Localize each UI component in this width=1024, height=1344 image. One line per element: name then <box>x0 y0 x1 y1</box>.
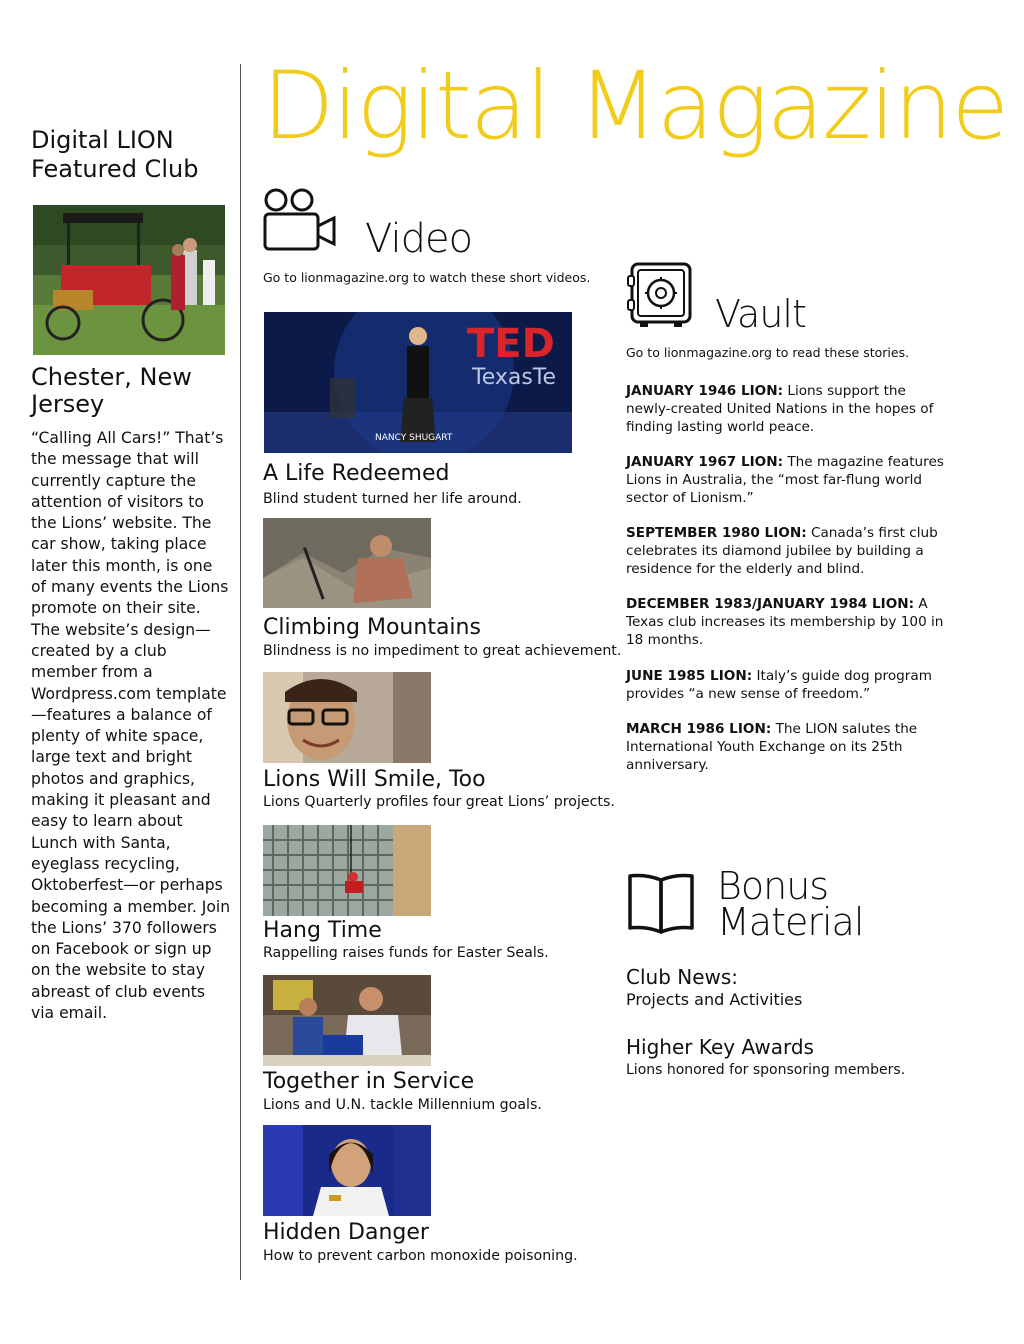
club-news-subtitle: Projects and Activities <box>626 990 803 1009</box>
vault-story[interactable] <box>626 720 946 774</box>
video-title[interactable]: Together in Service <box>263 1069 475 1094</box>
higher-key-awards-description: Lions honored for sponsoring members. <box>626 1062 906 1078</box>
story-text: Canada’s first club celebrates its diamond jubilee by building a residence for the elderly and blind. <box>626 525 938 577</box>
column-divider <box>240 64 241 1280</box>
featured-club-photo[interactable] <box>33 205 225 355</box>
sidebar-title: Digital LION Featured Club <box>31 126 199 183</box>
story-text: A Texas club increases its membership by 100 in 18 months. <box>626 596 944 648</box>
bonus-heading: Bonus Material <box>717 864 864 944</box>
story-date: MARCH 1986 LION: <box>626 721 772 737</box>
story-text: Lions support the newly-created United Nations in the hopes of finding lasting world peace. <box>626 383 934 435</box>
video-title[interactable]: A Life Redeemed <box>263 461 450 486</box>
vault-intro: Go to lionmagazine.org to read these stories. <box>626 345 910 360</box>
video-thumbnail[interactable] <box>263 1125 431 1216</box>
story-date: SEPTEMBER 1980 LION: <box>626 525 807 541</box>
video-description: Rappelling raises funds for Easter Seals. <box>263 945 549 961</box>
video-thumbnail[interactable] <box>264 312 572 453</box>
video-thumbnail[interactable] <box>263 518 431 608</box>
club-description: “Calling All Cars!” That’s the message that will currently capture the attention of visitors to the Lions’ website. The car show, taking place later this month, is one of many events the Lions promote on their site. The website’s design—created by a club member from a Wordpress.com template—features a balance of plenty of white space, large text and bright photos and graphics, making it pleasant and easy to learn about Lunch with Santa, eyeglass recycling, Oktoberfest—or perhaps becoming a member. Join the Lions’ 370 followers on Facebook or sign up on the website to stay abreast of club events via email. <box>31 429 231 1023</box>
video-description: Lions and U.N. tackle Millennium goals. <box>263 1097 542 1113</box>
video-description: Lions Quarterly profiles four great Lions’ projects. <box>263 794 615 810</box>
video-title[interactable]: Climbing Mountains <box>263 615 481 640</box>
video-thumbnail[interactable] <box>263 672 431 763</box>
story-date: DECEMBER 1983/JANUARY 1984 LION: <box>626 596 915 612</box>
texas-logo: TexasTe <box>472 365 557 390</box>
video-description: Blind student turned her life around. <box>263 491 522 507</box>
video-title[interactable]: Hang Time <box>263 918 382 943</box>
vault-story[interactable] <box>626 453 946 507</box>
video-heading: Video <box>365 216 473 262</box>
story-date: JANUARY 1967 LION: <box>626 454 784 470</box>
story-date: JUNE 1985 LION: <box>626 668 753 684</box>
video-description: How to prevent carbon monoxide poisoning. <box>263 1248 578 1264</box>
club-news-link[interactable]: Club News: <box>626 965 739 989</box>
vault-story[interactable] <box>626 595 946 649</box>
higher-key-awards-link[interactable]: Higher Key Awards <box>626 1035 814 1059</box>
story-text: Italy’s guide dog program provides “a new sense of freedom.” <box>626 668 932 702</box>
safe-icon <box>626 262 694 334</box>
video-title[interactable]: Hidden Danger <box>263 1220 429 1245</box>
vault-story[interactable] <box>626 667 946 703</box>
club-location: Chester, New Jersey <box>31 363 192 418</box>
story-text: The magazine features Lions in Australia, the “most far-flung world sector of Lionism.” <box>626 454 944 506</box>
ted-logo: TED <box>467 321 555 367</box>
video-camera-icon <box>262 188 338 256</box>
video-description: Blindness is no impediment to great achievement. <box>263 643 622 659</box>
book-icon <box>626 872 696 940</box>
vault-story[interactable] <box>626 382 946 436</box>
video-title[interactable]: Lions Will Smile, Too <box>263 767 486 792</box>
video-thumbnail[interactable] <box>263 975 431 1066</box>
vault-heading: Vault <box>715 292 806 336</box>
vault-story[interactable] <box>626 524 946 578</box>
video-intro: Go to lionmagazine.org to watch these short videos. <box>263 270 591 285</box>
magazine-title: Digital Magazine <box>262 52 1008 161</box>
story-date: JANUARY 1946 LION: <box>626 383 784 399</box>
story-text: The LION salutes the International Youth Exchange on its 25th anniversary. <box>626 721 918 773</box>
speaker-caption: NANCY SHUGART <box>375 433 453 443</box>
video-thumbnail[interactable] <box>263 825 431 916</box>
